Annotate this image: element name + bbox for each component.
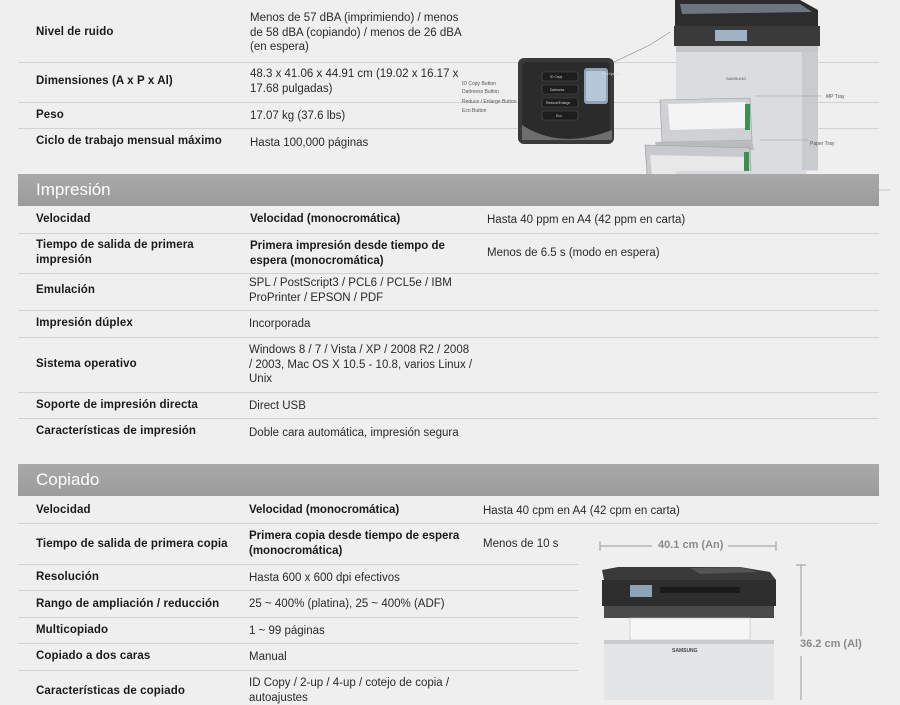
spec-subheading: Primera impresión desde tiempo de espera (monocromática): [250, 240, 445, 267]
spec-value: Menos de 6.5 s (modo en espera): [487, 247, 660, 259]
spec-value: Doble cara automática, impresión segura: [249, 427, 459, 439]
printer-front-brand: SAMSUNG: [672, 648, 698, 654]
table-row: [18, 564, 578, 591]
spec-value: 25 ~ 400% (platina), 25 ~ 400% (ADF): [249, 598, 445, 610]
table-row: [18, 206, 879, 234]
spec-value: Hasta 100,000 páginas: [250, 137, 369, 149]
spec-label: Características de impresión: [36, 425, 197, 437]
table-row: [18, 337, 879, 393]
spec-label: Peso: [36, 109, 64, 121]
section-header-copiado: Copiado: [18, 464, 879, 496]
spec-label: Características de copiado: [36, 685, 185, 697]
callout-id-copy: ID Copy Button: [462, 81, 496, 87]
callout-reduce-enlarge: Reduce / Enlarge Button: [462, 99, 517, 105]
table-row: [18, 643, 578, 671]
spec-label: Ciclo de trabajo mensual máximo: [36, 135, 222, 147]
section-header-impresion: Impresión: [18, 174, 879, 206]
table-row: [18, 523, 578, 565]
spec-label: Tiempo de salida de primera copia: [36, 538, 228, 550]
spec-value: 1 ~ 99 páginas: [249, 625, 325, 637]
table-row: [18, 617, 578, 644]
spec-value: 48.3 x 41.06 x 44.91 cm (19.02 x 16.17 x 17.68 pulgadas): [250, 68, 459, 95]
callout-mp-tray: MP Tray: [826, 94, 845, 100]
table-row: [18, 273, 879, 311]
panel-button-label: Reduce/Enlarge: [546, 101, 571, 105]
spec-value: SPL / PostScript3 / PCL6 / PCL5e / IBM ProPrinter / EPSON / PDF: [249, 277, 452, 304]
spec-label: Impresión dúplex: [36, 317, 133, 329]
table-row: [18, 418, 879, 462]
spec-value: 17.07 kg (37.6 lbs): [250, 110, 346, 122]
spec-value: Manual: [249, 651, 287, 663]
spec-value: Hasta 40 ppm en A4 (42 ppm en carta): [487, 214, 686, 226]
spec-label: Velocidad: [36, 504, 91, 516]
spec-label: Copiado a dos caras: [36, 650, 151, 662]
spec-value: Incorporada: [249, 318, 311, 330]
spec-label: Emulación: [36, 284, 96, 296]
spec-value: Windows 8 / 7 / Vista / XP / 2008 R2 / 2008 / 2003, Mac OS X 10.5 - 10.8, varios Linux / Unix: [249, 344, 473, 385]
panel-brand-text: ProXpress: [602, 71, 621, 76]
spec-value: Hasta 600 x 600 dpi efectivos: [249, 572, 400, 584]
panel-button-label: ID Copy: [550, 75, 563, 79]
panel-button-label: Darkness: [550, 88, 565, 92]
table-row: [18, 310, 879, 338]
spec-subheading: Primera copia desde tiempo de espera (monocromática): [249, 530, 460, 557]
panel-button-label: Eco: [556, 114, 562, 118]
spec-label: Rango de ampliación / reducción: [36, 598, 220, 610]
callout-darkness: Darkness Button: [462, 89, 499, 95]
table-row: [18, 392, 879, 419]
spec-label: Resolución: [36, 571, 99, 583]
dimension-width-label: 40.1 cm (An): [658, 539, 724, 551]
spec-label: Nivel de ruido: [36, 26, 114, 38]
table-row: [18, 233, 879, 274]
callout-eco: Eco Button: [462, 108, 487, 114]
dimension-height-label: 36.2 cm (Al): [800, 638, 862, 650]
spec-label: Multicopiado: [36, 624, 109, 636]
spec-value: Direct USB: [249, 400, 306, 412]
spec-label: Soporte de impresión directa: [36, 399, 198, 411]
spec-label: Velocidad: [36, 213, 91, 225]
table-row: [18, 670, 578, 704]
spec-label: Dimensiones (A x P x Al): [36, 75, 173, 87]
spec-value: Menos de 57 dBA (imprimiendo) / menos de 58 dBA (copiando) / menos de 26 dBA (en espera): [250, 12, 461, 53]
spec-label: Sistema operativo: [36, 358, 137, 370]
printer-brand-text: SAMSUNG: [726, 76, 747, 81]
table-row: [18, 590, 578, 618]
spec-subheading: Velocidad (monocromática): [249, 504, 400, 516]
spec-value: ID Copy / 2-up / 4-up / cotejo de copia / autoajustes: [249, 677, 450, 704]
spec-value: Hasta 40 cpm en A4 (42 cpm en carta): [483, 505, 680, 517]
table-row: [18, 496, 879, 524]
callout-paper-tray: Paper Tray: [810, 141, 835, 147]
spec-label: Tiempo de salida de primera impresión: [36, 239, 194, 266]
spec-value: Menos de 10 s: [483, 538, 559, 550]
printer-front-illustration: [590, 540, 880, 700]
spec-subheading: Velocidad (monocromática): [250, 213, 401, 225]
